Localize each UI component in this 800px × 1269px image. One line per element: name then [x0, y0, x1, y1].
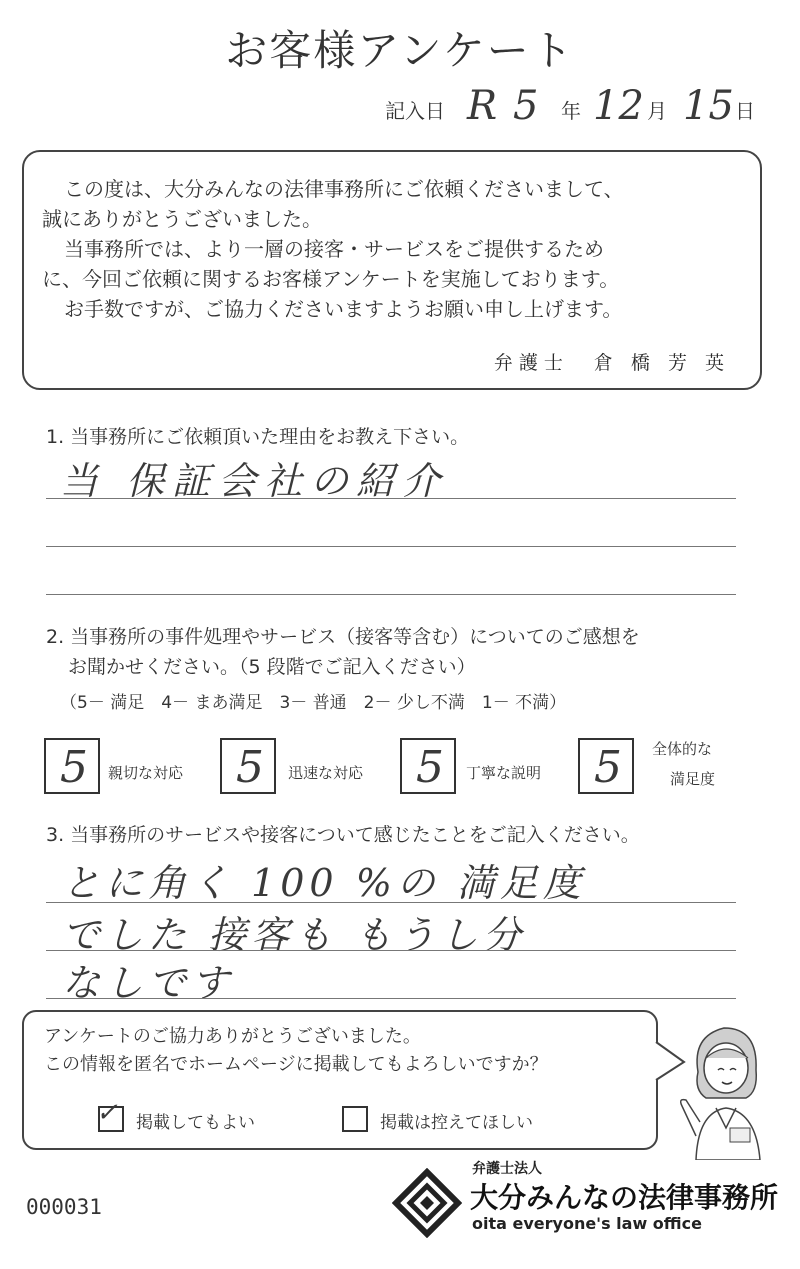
- month-label: 月: [647, 99, 667, 123]
- answer-rule: [46, 498, 736, 499]
- check-mark: ✓: [96, 1098, 118, 1128]
- rating-label: 満足度: [670, 770, 716, 788]
- firm-name-en: oita everyone's law office: [472, 1214, 702, 1233]
- entry-date: [385, 85, 785, 135]
- consent-decline-checkbox[interactable]: [342, 1106, 368, 1132]
- date-day: 15: [683, 83, 734, 129]
- answer-rule: [46, 594, 736, 595]
- question-3: 3. 当事務所のサービスや接客について感じたことをご記入ください。: [46, 824, 640, 846]
- greeting-line: この度は、大分みんなの法律事務所にご依頼くださいまして、: [64, 177, 624, 201]
- rating-label: 全体的な: [652, 740, 713, 758]
- greeting-box: [22, 150, 762, 390]
- firm-name: 大分みんなの法律事務所: [470, 1181, 779, 1214]
- lawyer-signature: 弁護士 倉 橋 芳 英: [493, 352, 730, 374]
- question-2-line1: 2. 当事務所の事件処理やサービス（接客等含む）についてのご感想を: [46, 626, 640, 648]
- rating-score: 5: [60, 742, 88, 793]
- greeting-line: に、今回ご依頼に関するお客様アンケートを実施しております。: [42, 267, 620, 291]
- consent-decline-label: 掲載は控えてほしい: [380, 1113, 533, 1133]
- greeting-line: 誠にありがとうございました。: [42, 207, 322, 231]
- answer-rule: [46, 998, 736, 999]
- answer-rule: [46, 950, 736, 951]
- answer-rule: [46, 902, 736, 903]
- rating-box-speed[interactable]: [220, 738, 276, 794]
- staff-illustration: [676, 1018, 776, 1160]
- year-label: 年: [561, 99, 581, 123]
- rating-box-overall[interactable]: [578, 738, 634, 794]
- question-1: 1. 当事務所にご依頼頂いた理由をお教え下さい。: [46, 426, 470, 448]
- rating-score: 5: [236, 742, 264, 793]
- q1-answer[interactable]: 当 保証会社の紹介: [60, 459, 449, 503]
- firm-type: 弁護士法人: [472, 1161, 542, 1177]
- q3-answer-line[interactable]: とに角く 100 %の 満足度: [62, 861, 586, 905]
- day-label: 日: [735, 99, 755, 123]
- greeting-line: 当事務所では、より一層の接客・サービスをご提供するため: [64, 237, 604, 261]
- firm-logo-icon: [392, 1168, 462, 1238]
- rating-label: 丁寧な説明: [466, 764, 542, 782]
- q3-answer-line[interactable]: なしです: [62, 961, 235, 1005]
- serial-number: 000031: [26, 1195, 102, 1219]
- rating-label: 迅速な対応: [288, 764, 364, 782]
- question-2-line2: お聞かせください。（5 段階でご記入ください）: [68, 656, 476, 678]
- rating-label: 親切な対応: [108, 764, 184, 782]
- consent-bubble: [22, 1010, 658, 1150]
- consent-ok-checkbox[interactable]: [96, 1098, 124, 1132]
- greeting-line: お手数ですが、ご協力くださいますようお願い申し上げます。: [64, 297, 623, 321]
- rating-score: 5: [416, 742, 444, 793]
- consent-line1: アンケートのご協力ありがとうございました。: [44, 1026, 421, 1047]
- page-title: お客様アンケート: [225, 26, 575, 75]
- consent-line2: この情報を匿名でホームページに掲載してもよろしいですか？: [44, 1054, 548, 1075]
- date-era: R: [467, 83, 498, 129]
- q3-answer-line[interactable]: でした 接客も もうし分: [62, 913, 527, 957]
- date-month: 12: [593, 83, 644, 129]
- date-label: 記入日: [385, 99, 445, 123]
- rating-scale: （5－ 満足 4－ まあ満足 3－ 普通 2－ 少し不満 1－ 不満）: [60, 693, 567, 713]
- rating-box-explanation[interactable]: [400, 738, 456, 794]
- date-year: 5: [513, 83, 539, 129]
- consent-ok-label: 掲載してもよい: [136, 1113, 255, 1133]
- rating-score: 5: [594, 742, 622, 793]
- answer-rule: [46, 546, 736, 547]
- rating-box-kind[interactable]: [44, 738, 100, 794]
